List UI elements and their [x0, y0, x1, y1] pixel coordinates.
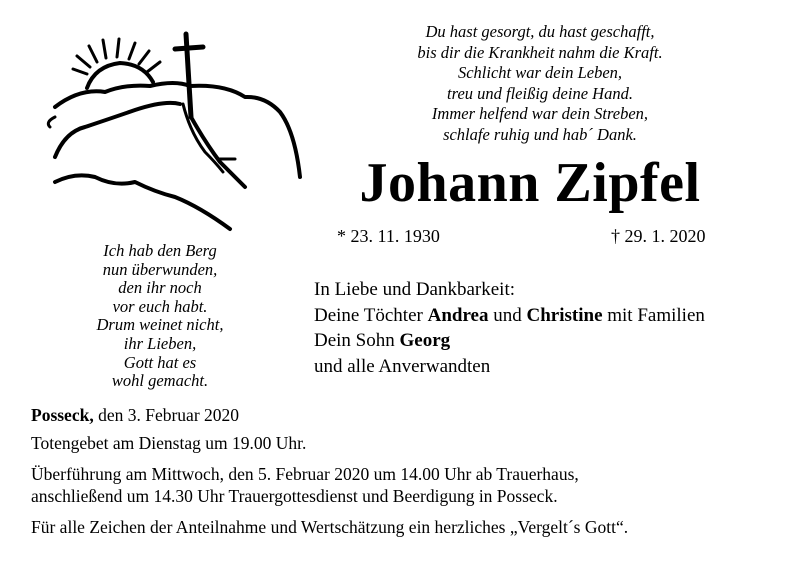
mourners-son: Dein Sohn Georg [314, 330, 451, 351]
hill-middle [55, 103, 180, 157]
transfer-line-2: anschließend um 14.30 Uhr Trauergottesdienst und Beerdigung in Posseck. [31, 486, 558, 506]
hill-back [55, 83, 300, 177]
mourners-intro: In Liebe und Dankbarkeit: [314, 279, 516, 300]
poem-line: vor euch habt. [112, 296, 208, 316]
ridge-line [191, 117, 245, 187]
poem-line: den ihr noch [118, 278, 202, 298]
poem-line: Du hast gesorgt, du hast geschafft, [425, 22, 655, 41]
date: den 3. Februar 2020 [93, 405, 240, 425]
poem-line: treu und fleißig deine Hand. [447, 83, 633, 103]
place-date-line [31, 404, 781, 426]
transfer-line-1: Überführung am Mittwoch, den 5. Februar 2020 um 14.00 Uhr ab Trauerhaus, [31, 464, 579, 484]
deceased-name: Johann Zipfel [359, 152, 701, 214]
poem-line: Ich hab den Berg [103, 241, 217, 260]
birth-date: * 23. 11. 1930 [337, 226, 440, 246]
mourners-relatives: und alle Anverwandten [314, 355, 491, 377]
daughter-name: Christine [526, 304, 603, 326]
poem-line: Schlicht war dein Leben, [457, 63, 623, 83]
poem-line: Gott hat es [123, 352, 197, 372]
daughter-name: Andrea [427, 304, 489, 326]
poem-line: wohl gemacht. [111, 371, 209, 391]
poem-line: bis dir die Krankheit nahm die Kraft. [417, 42, 663, 62]
death-date: † 29. 1. 2020 [611, 226, 706, 246]
poem-line: schlafe ruhig und hab´ Dank. [443, 124, 637, 144]
thanks-line: Für alle Zeichen der Anteilnahme und Wertschätzung ein herzliches „Vergelt´s Gott“. [31, 517, 629, 537]
service-details [31, 404, 781, 538]
hill-front [55, 175, 230, 229]
poem-line: ihr Lieben, [123, 333, 197, 353]
son-name: Georg [399, 330, 451, 351]
top-poem [330, 22, 750, 146]
mountain-cross-sunrise-illustration [25, 22, 310, 237]
poem-line: Drum weinet nicht, [96, 315, 224, 335]
poem-line: nun überwunden, [102, 259, 218, 279]
mourners-list [314, 277, 784, 379]
sun-rays [73, 39, 160, 74]
mourners-daughters: Deine Töchter Andrea und Christine mit Familien [314, 304, 705, 326]
place: Posseck, [31, 405, 94, 425]
prayer-line: Totengebet am Dienstag um 19.00 Uhr. [31, 433, 307, 453]
path-line [48, 117, 55, 127]
poem-line: Immer helfend war dein Streben, [431, 104, 649, 124]
left-poem [40, 242, 280, 391]
